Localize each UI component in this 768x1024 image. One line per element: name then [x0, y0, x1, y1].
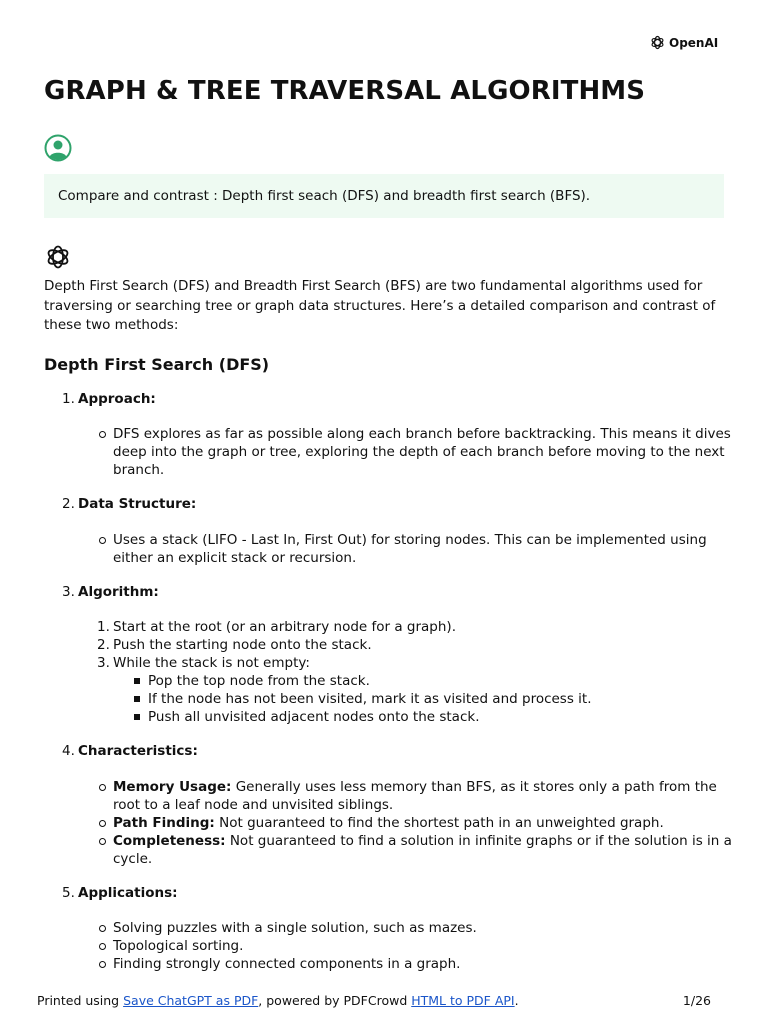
step-text: Start at the root (or an arbitrary node for a graph).	[113, 619, 456, 635]
step-number: 2.	[97, 637, 110, 653]
list-item	[113, 832, 734, 868]
page-footer	[37, 993, 711, 1008]
list-item: Uses a stack (LIFO - Last In, First Out) for storing nodes. This can be implemented using either an explicit stack or recursion.	[113, 531, 734, 567]
openai-logo-icon	[649, 34, 666, 51]
user-avatar-icon	[44, 134, 72, 162]
substep-item: If the node has not been visited, mark it as visited and process it.	[148, 690, 734, 708]
intro-paragraph: Depth First Search (DFS) and Breadth First Search (BFS) are two fundamental algorithms used for traversing or searching tree or graph data structures. Here’s a detailed comparison and contrast of these two methods:	[44, 278, 716, 333]
list-item: Finding strongly connected components in a graph.	[113, 955, 734, 973]
list-item: Topological sorting.	[113, 937, 734, 955]
section-algorithm	[44, 583, 734, 603]
section-approach	[44, 390, 734, 410]
page-title: GRAPH & TREE TRAVERSAL ALGORITHMS	[44, 76, 646, 106]
characteristics-list	[44, 778, 734, 868]
step-number: 1.	[97, 619, 110, 635]
substep-list	[113, 672, 734, 726]
approach-list	[44, 425, 734, 479]
user-prompt	[44, 174, 724, 218]
algorithm-steps	[44, 618, 734, 726]
section-title: Approach:	[78, 390, 156, 407]
substep-item: Push all unvisited adjacent nodes onto the stack.	[148, 708, 734, 726]
page-number: 1/26	[682, 993, 711, 1008]
item-text: Not guaranteed to find the shortest path in an unweighted graph.	[214, 814, 664, 831]
section-applications	[44, 884, 734, 904]
assistant-response	[44, 277, 734, 989]
section-title: Algorithm:	[78, 583, 159, 600]
logo-text: OpenAI	[669, 35, 719, 50]
section-number: 1.	[62, 390, 75, 407]
data-structure-list	[44, 531, 734, 567]
list-item: Solving puzzles with a single solution, such as mazes.	[113, 919, 734, 937]
section-number: 4.	[62, 743, 75, 759]
list-item	[113, 814, 734, 832]
item-label: Completeness:	[113, 832, 226, 849]
item-text: Not guaranteed to find a solution in infinite graphs or if the solution is in a cycle.	[113, 832, 732, 867]
step-text: While the stack is not empty:	[113, 655, 310, 671]
section-data-structure	[44, 495, 734, 515]
step-text: Push the starting node onto the stack.	[113, 637, 372, 653]
section-number: 5.	[62, 884, 75, 901]
step-number: 3.	[97, 655, 110, 671]
chatgpt-icon	[44, 243, 72, 271]
substep-item: Pop the top node from the stack.	[148, 672, 734, 690]
html-to-pdf-api-link[interactable]: HTML to PDF API	[411, 993, 515, 1008]
section-number: 3.	[62, 583, 75, 600]
openai-logo	[649, 34, 718, 51]
section-number: 2.	[62, 496, 75, 512]
item-label: Path Finding:	[113, 814, 215, 831]
footer-prefix: Printed using	[37, 993, 124, 1008]
step-item	[97, 618, 734, 636]
footer-suffix: .	[514, 993, 519, 1008]
step-item	[97, 654, 734, 726]
section-characteristics	[44, 742, 734, 762]
dfs-heading: Depth First Search (DFS)	[44, 354, 270, 374]
item-text: Generally uses less memory than BFS, as it stores only a path from the root to a leaf node and unvisited siblings.	[113, 778, 717, 813]
section-title: Data Structure:	[78, 496, 197, 512]
prompt-text: Compare and contrast : Depth first seach (DFS) and breadth first search (BFS).	[58, 188, 591, 204]
step-item	[97, 636, 734, 654]
list-item: DFS explores as far as possible along each branch before backtracking. This means it dives deep into the graph or tree, exploring the depth of each branch before moving to the next branch.	[113, 425, 734, 479]
list-item	[113, 778, 734, 814]
applications-list	[44, 919, 734, 973]
section-title: Applications:	[78, 884, 178, 901]
footer-credit	[37, 993, 519, 1008]
save-chatgpt-pdf-link[interactable]: Save ChatGPT as PDF	[123, 993, 259, 1008]
section-title: Characteristics:	[78, 743, 198, 759]
item-label: Memory Usage:	[113, 778, 232, 795]
footer-middle: , powered by PDFCrowd	[258, 993, 412, 1008]
